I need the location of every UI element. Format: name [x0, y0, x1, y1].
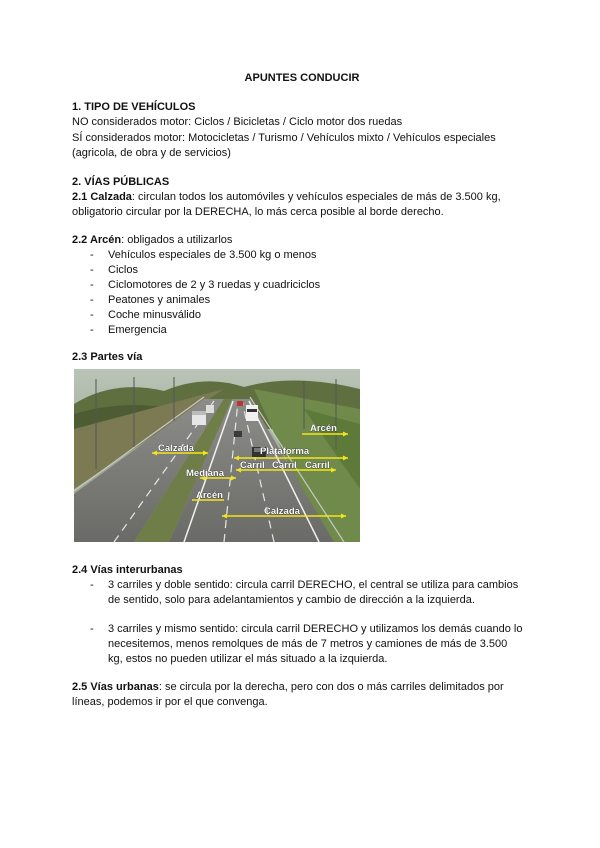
list-item: - Peatones y animales [72, 293, 532, 308]
calzada-paragraph [72, 190, 532, 205]
urbanas-paragraph [72, 680, 532, 695]
section-1-line-3: (agricola, de obra y de servicios) [72, 147, 231, 159]
road-photo [74, 369, 360, 542]
interurbanas-list-2 [72, 622, 532, 667]
list-item [72, 622, 532, 667]
interurbanas-heading: 2.4 Vías interurbanas [72, 564, 183, 576]
photo-label-carril-1: Carril [240, 460, 265, 471]
photo-label-calzada-left: Calzada [158, 443, 194, 454]
list-item-line: 3 carriles y mismo sentido: circula carril DERECHO y utilizamos los demás cuando lo [108, 623, 523, 635]
photo-label-arcen-top: Arcén [310, 423, 337, 434]
calzada-text-2: obligatorio circular por la DERECHA, lo más cerca posible al borde derecho. [72, 206, 444, 218]
list-item [72, 578, 532, 608]
section-2-heading: 2. VÍAS PÚBLICAS [72, 176, 170, 188]
photo-label-plataforma: Plataforma [260, 446, 310, 457]
urbanas-text-2: líneas, podemos ir por el que convenga. [72, 696, 268, 708]
photo-label-arcen-bottom: Arcén [196, 490, 223, 501]
photo-label-carril-2: Carril [272, 460, 297, 471]
section-1-line-2: SÍ considerados motor: Motocicletas / Turismo / Vehículos mixto / Vehículos especiales [72, 132, 496, 144]
arcen-text: : obligados a utilizarlos [121, 234, 233, 246]
urbanas-text-1: : se circula por la derecha, pero con dos o más carriles delimitados por [158, 681, 504, 693]
photo-label-calzada-bottom: Calzada [264, 506, 300, 517]
calzada-label: 2.1 Calzada [72, 191, 132, 203]
list-item-line: de sentido, solo para adelantamientos y cambio de dirección a la izquierda. [108, 594, 475, 606]
urbanas-label: 2.5 Vías urbanas [72, 681, 159, 693]
arcen-list [72, 248, 532, 338]
road-photo-illustration [74, 369, 360, 542]
photo-label-mediana: Mediana [186, 468, 225, 479]
interurbanas-list-1 [72, 578, 532, 608]
arcen-label: 2.2 Arcén [72, 234, 122, 246]
section-1-line-1: NO considerados motor: Ciclos / Bicicletas / Ciclo motor dos ruedas [72, 116, 403, 128]
list-item-line: kg, estos no pueden utilizar el más situado a la izquierda. [108, 653, 388, 665]
list-item-line: necesitemos, menos remolques de más de 7 metros y camiones de más de 3.500 [108, 638, 508, 650]
arcen-paragraph [72, 233, 532, 248]
list-item: - Ciclos [72, 263, 532, 278]
list-item: - Emergencia [72, 323, 532, 338]
list-item: - Coche minusválido [72, 308, 532, 323]
photo-label-carril-3: Carril [305, 460, 330, 471]
section-1-heading: 1. TIPO DE VEHÍCULOS [72, 101, 196, 113]
list-item: - Ciclomotores de 2 y 3 ruedas y cuadriciclos [72, 278, 532, 293]
document-title: APUNTES CONDUCIR [244, 72, 360, 84]
calzada-text-1: : circulan todos los automóviles y vehículos especiales de más de 3.500 kg, [131, 191, 501, 203]
list-item-line: 3 carriles y doble sentido: circula carril DERECHO, el central se utiliza para cambios [108, 579, 519, 591]
partes-via-heading: 2.3 Partes vía [72, 351, 143, 363]
list-item: - Vehículos especiales de 3.500 kg o menos [72, 248, 532, 263]
